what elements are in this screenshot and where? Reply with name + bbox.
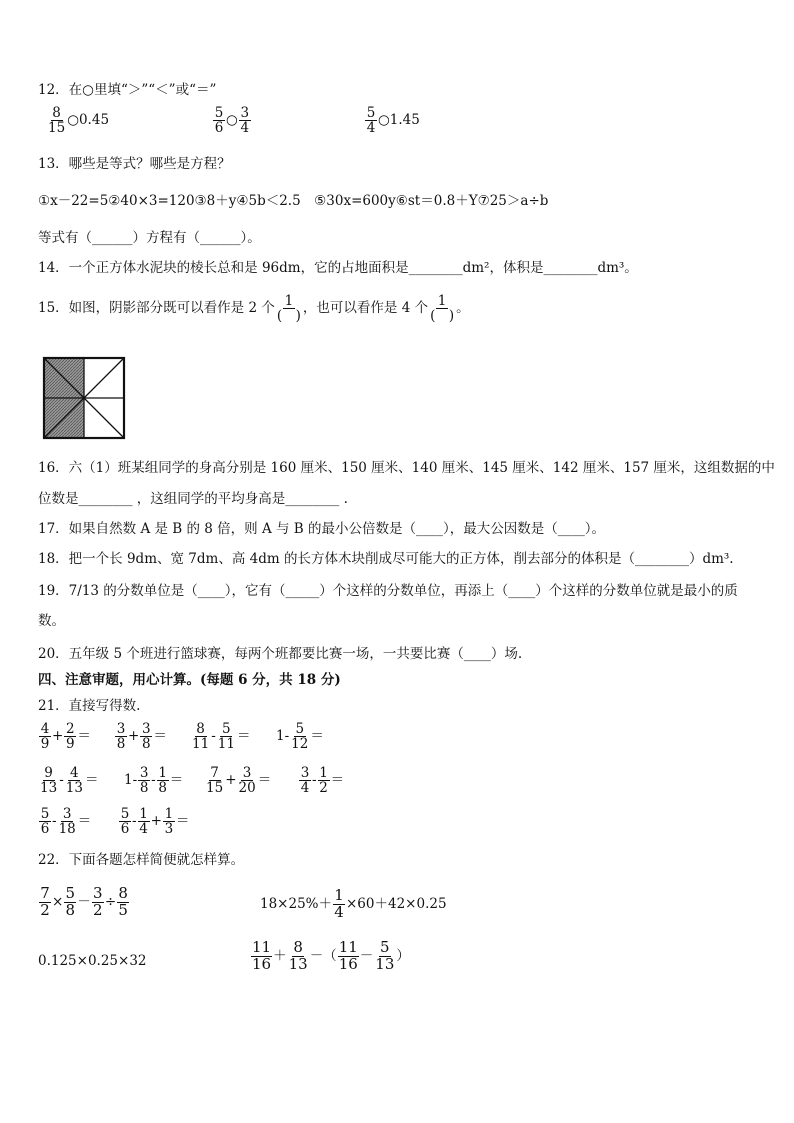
q21-r2-4: $\frac{3}{4}$ - $\frac{1}{2}$ ＝ bbox=[300, 765, 345, 797]
q19-line2: 数。 bbox=[38, 613, 65, 629]
q20-text: 20．五年级 5 个班进行篮球赛，每两个班都要比赛一场，一共要比赛（____）场. bbox=[38, 646, 523, 662]
compare-circle: ○ bbox=[226, 112, 238, 129]
q13-expressions: ①x－22=5②40×3=120③8＋y④5b＜2.5 ⑤30x=600y⑥st＝0.8＋Y⑦25＞a÷b bbox=[38, 193, 549, 209]
q16-line1: 16．六（1）班某组同学的身高分别是 160 厘米、150 厘米、140 厘米、145 厘米、142 厘米、157 厘米，这组数据的中 bbox=[38, 460, 775, 476]
q16-line2: 位数是________ ，这组同学的平均身高是________ . bbox=[38, 491, 348, 507]
q22-expr-4: $\frac{11}{16}$ ＋ $\frac{8}{13}$ －（ $\frac{11}{16}$ － $\frac{5}{13}$ ） bbox=[252, 938, 410, 973]
q12-item-1: $\frac{8}{15}$ ○0.45 bbox=[48, 105, 110, 137]
q21-r1-4: 1- $\frac{5}{12}$ ＝ bbox=[276, 721, 324, 753]
q14-text: 14．一个正方体水泥块的棱长总和是 96dm，它的占地面积是________dm²，体积是________dm³。 bbox=[38, 260, 638, 276]
q19-line1: 19．7/13 的分数单位是（____），它有（_____）个这样的分数单位，再添上（____）个这样的分数单位就是最小的质 bbox=[38, 583, 738, 599]
q12-item-2: $\frac{5}{6}$ ○ $\frac{3}{4}$ bbox=[214, 105, 250, 137]
q22-expr-1: $\frac{7}{2}$ × $\frac{5}{8}$ － $\frac{3}{2}$ ÷ $\frac{8}{5}$ bbox=[40, 884, 128, 919]
q12-item-3: $\frac{5}{4}$ ○1.45 bbox=[366, 105, 420, 137]
q21-r2-3: $\frac{7}{15}$ + $\frac{3}{20}$ ＝ bbox=[206, 765, 272, 797]
q21-r1-1: $\frac{4}{9}$ + $\frac{2}{9}$ ＝ bbox=[40, 721, 91, 753]
compare-circle: ○ bbox=[378, 112, 390, 129]
q22-expr-3: 0.125×0.25×32 bbox=[38, 953, 147, 969]
q15-text: 15．如图，阴影部分既可以看作是 2 个 $\frac{1}{( )}$ ，也可以看作是 4 个 $\frac{1}{( )}$ 。 bbox=[38, 293, 470, 325]
q21-r3-2: $\frac{5}{6}$ - $\frac{1}{4}$ + $\frac{1}{3}$ ＝ bbox=[120, 806, 190, 838]
q21-r2-2: 1- $\frac{3}{8}$ - $\frac{1}{8}$ ＝ bbox=[124, 765, 184, 797]
q21-r1-3: $\frac{8}{11}$ - $\frac{5}{11}$ ＝ bbox=[192, 721, 251, 753]
q21-prompt: 21．直接写得数. bbox=[38, 698, 141, 714]
q21-r3-1: $\frac{5}{6}$ - $\frac{3}{18}$ ＝ bbox=[40, 806, 92, 838]
q21-r2-1: $\frac{9}{13}$ - $\frac{4}{13}$ ＝ bbox=[40, 765, 99, 797]
q13-prompt: 13．哪些是等式？哪些是方程？ bbox=[38, 156, 231, 172]
q22-expr-2: 18×25%＋ $\frac{1}{4}$ ×60＋42×0.25 bbox=[260, 886, 447, 921]
compare-circle: ○ bbox=[67, 112, 79, 129]
q17-text: 17．如果自然数 A 是 B 的 8 倍，则 A 与 B 的最小公倍数是（____），最大公因数是（____）。 bbox=[38, 521, 606, 537]
q21-r1-2: $\frac{3}{8}$ + $\frac{3}{8}$ ＝ bbox=[116, 721, 167, 753]
section4-title: 四、注意审题，用心计算。(每题 6 分，共 18 分) bbox=[38, 672, 341, 688]
shaded-square-figure bbox=[40, 354, 130, 442]
q13-answer: 等式有（______）方程有（______）。 bbox=[38, 230, 261, 246]
q22-prompt: 22．下面各题怎样简便就怎样算。 bbox=[38, 852, 245, 868]
q18-text: 18．把一个长 9dm、宽 7dm、高 4dm 的长方体木块削成尽可能大的正方体，削去部分的体积是（________）dm³. bbox=[38, 551, 734, 567]
q12-prompt: 12．在○里填“＞”“＜”或“＝” bbox=[38, 82, 217, 98]
